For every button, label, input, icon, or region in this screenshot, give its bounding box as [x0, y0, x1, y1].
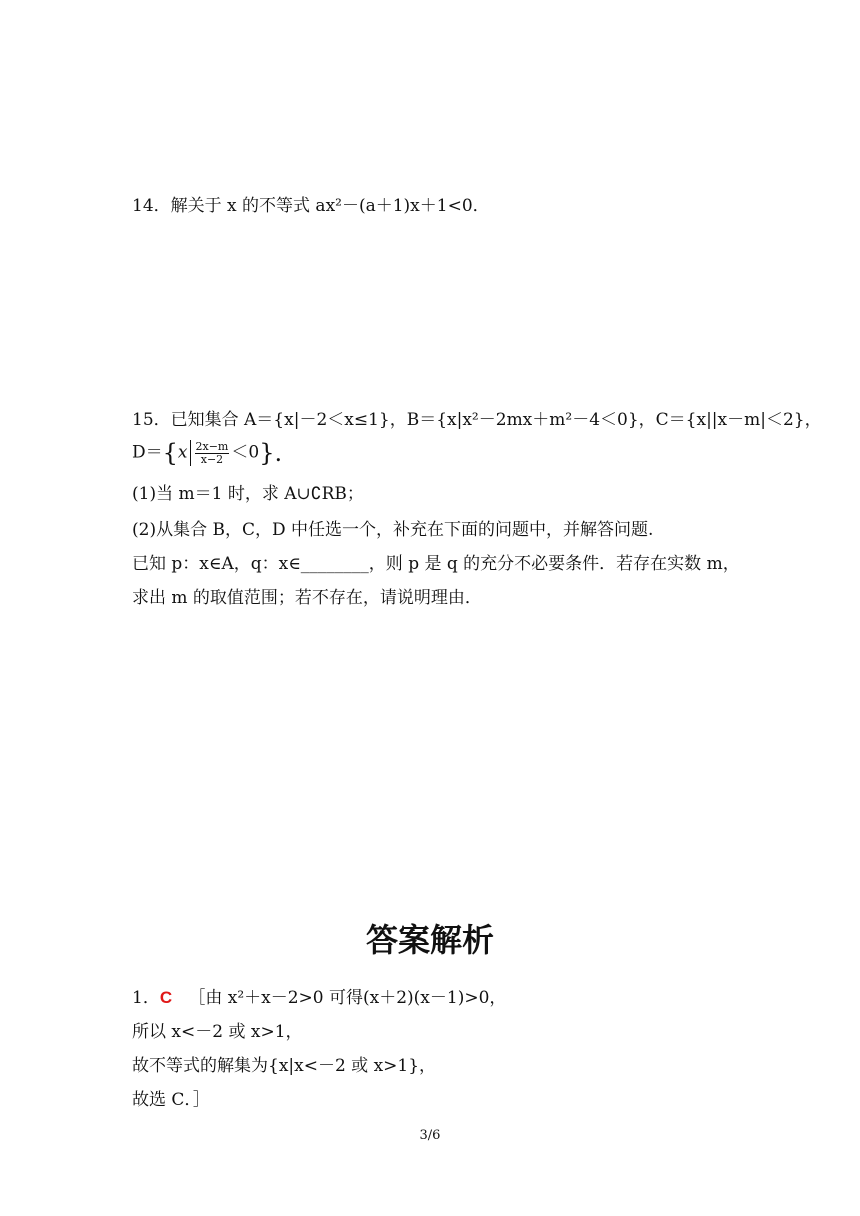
answers-heading: 答案解析 [365, 921, 494, 959]
set-d-prefix: D＝ [132, 442, 163, 463]
right-brace: }. [259, 439, 283, 467]
set-d-suffix: ＜0 [231, 442, 260, 463]
fraction-denominator: x−2 [200, 452, 224, 466]
page-number: 3/6 [419, 1128, 441, 1143]
set-d-definition [132, 440, 282, 466]
set-d-variable: x [177, 442, 188, 463]
problem-15-part-1: (1)当 m＝1 时，求 A∪∁RB； [132, 484, 364, 504]
set-bar [190, 440, 191, 466]
fraction-numerator: 2x−m [195, 439, 229, 453]
problem-14: 14．解关于 x 的不等式 ax²－(a＋1)x＋1<0． [132, 196, 490, 216]
answer-1-line-1 [132, 986, 506, 1010]
answer-explanation: ［由 x²＋x－2>0 可得(x＋2)(x－1)>0， [188, 988, 507, 1008]
answer-1-line-3: 故不等式的解集为{x|x<－2 或 x>1}， [132, 1056, 437, 1076]
answer-1-line-2: 所以 x<－2 或 x>1， [132, 1022, 303, 1042]
answer-1-line-4: 故选 C．］ [132, 1090, 210, 1110]
answer-choice: C [159, 988, 173, 1007]
problem-15-question: 求出 m 的取值范围；若不存在，请说明理由． [132, 588, 482, 608]
answer-number: 1． [132, 988, 160, 1008]
left-brace: { [162, 439, 178, 467]
problem-15-condition: 已知 p：x∈A，q：x∈________，则 p 是 q 的充分不必要条件．若存在实数 m， [132, 554, 740, 574]
problem-15-part-2: (2)从集合 B，C，D 中任选一个，补充在下面的问题中，并解答问题. [132, 520, 654, 540]
fraction [195, 441, 230, 466]
problem-15-statement: 15．已知集合 A＝{x|－2＜x≤1}，B＝{x|x²－2mx＋m²－4＜0}，C＝{x||x－m|＜2}， [132, 410, 822, 430]
